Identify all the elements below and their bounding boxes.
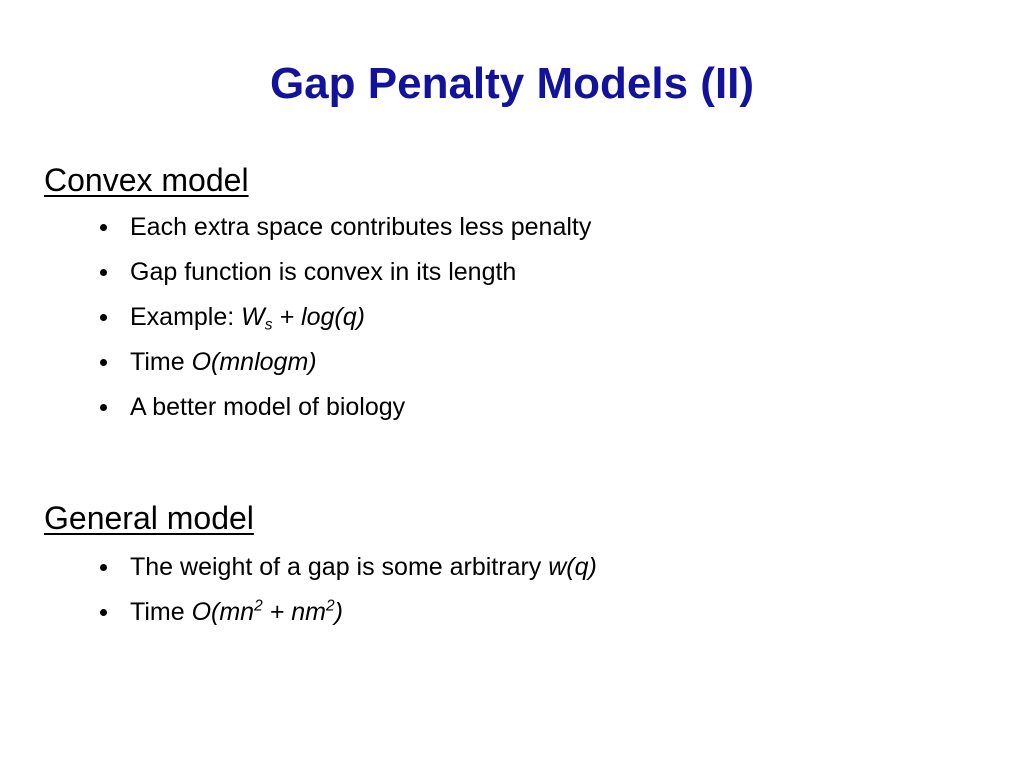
formula-part-c: ) <box>334 598 343 626</box>
formula-part-b: + nm <box>262 598 326 626</box>
formula-w: W <box>241 303 265 331</box>
formula-w-subscript: s <box>264 316 273 334</box>
convex-bullet-biology <box>100 385 591 430</box>
general-bullet-weight <box>100 545 597 590</box>
bullet-text: Time <box>130 348 192 376</box>
bullet-dot-icon <box>100 269 107 276</box>
bullet-text: The weight of a gap is some arbitrary <box>130 553 549 581</box>
bullet-text: Each extra space contributes less penalty <box>130 213 592 241</box>
bullet-text: Gap function is convex in its length <box>130 258 517 286</box>
bullet-text: Time <box>130 598 192 626</box>
convex-model-list <box>100 205 591 430</box>
formula-weight: w(q) <box>548 553 597 581</box>
convex-bullet-time <box>100 340 591 385</box>
general-bullet-time <box>100 590 597 635</box>
formula-part-a: O(mn <box>191 598 255 626</box>
bullet-dot-icon <box>100 224 107 231</box>
bullet-dot-icon <box>100 404 107 411</box>
bullet-text: A better model of biology <box>130 393 406 421</box>
convex-bullet-less-penalty <box>100 205 591 250</box>
bullet-dot-icon <box>100 564 107 571</box>
bullet-dot-icon <box>100 609 107 616</box>
formula-complexity: O(mnlogm) <box>191 348 317 376</box>
convex-bullet-convex-function <box>100 250 591 295</box>
formula-log: + log(q) <box>272 303 365 331</box>
bullet-text: Example: <box>130 303 242 331</box>
general-model-list <box>100 545 597 635</box>
formula-superscript-a: 2 <box>254 597 263 615</box>
bullet-dot-icon <box>100 359 107 366</box>
general-model-heading: General model <box>44 500 254 536</box>
slide-title: Gap Penalty Models (II) <box>269 59 755 108</box>
convex-model-heading: Convex model <box>44 162 249 198</box>
convex-bullet-example <box>100 295 591 340</box>
bullet-dot-icon <box>100 314 107 321</box>
formula-superscript-b: 2 <box>325 597 335 615</box>
